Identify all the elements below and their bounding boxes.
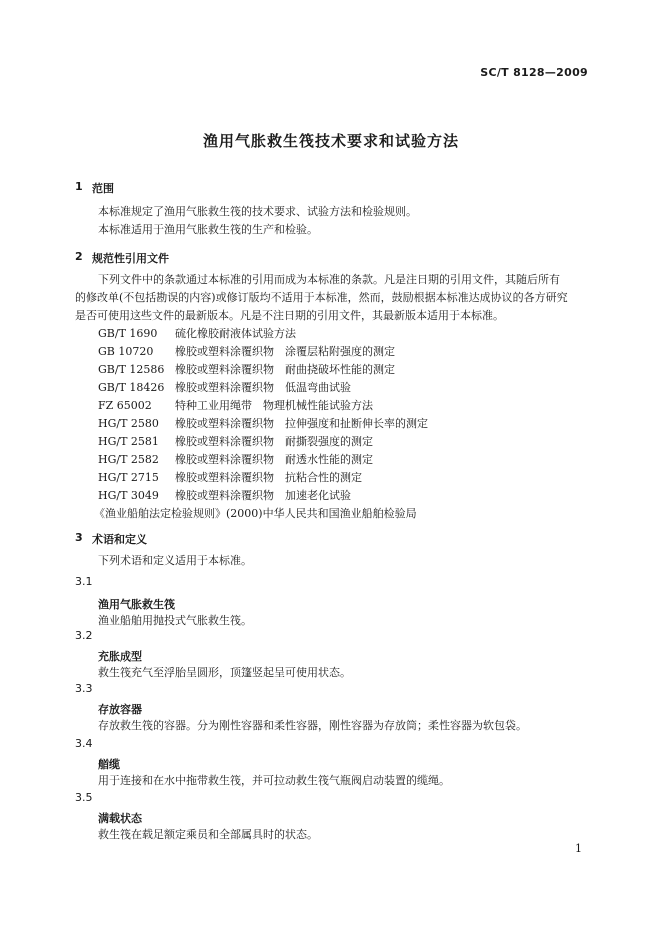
reference-title: 橡胶或塑料涂覆织物 涂覆层粘附强度的测定: [175, 345, 395, 358]
section-number: 3: [75, 531, 83, 544]
term-name: 渔用气胀救生筏: [98, 598, 175, 611]
reference-code: HG/T 2581: [98, 435, 159, 448]
reference-item: [98, 399, 373, 413]
reference-title: 橡胶或塑料涂覆织物 低温弯曲试验: [175, 381, 351, 394]
reference-title: 橡胶或塑料涂覆织物 抗粘合性的测定: [175, 471, 362, 484]
reference-code: HG/T 2582: [98, 453, 159, 466]
paragraph: 本标准适用于渔用气胀救生筏的生产和检验。: [98, 223, 318, 236]
reference-title: 橡胶或塑料涂覆织物 耐撕裂强度的测定: [175, 435, 373, 448]
reference-code: GB/T 12586: [98, 363, 165, 376]
reference-code: HG/T 2715: [98, 471, 159, 484]
term-definition: 救生筏充气至浮胎呈圆形，顶篷竖起呈可使用状态。: [98, 666, 351, 679]
reference-code: GB/T 1690: [98, 327, 158, 340]
reference-title: 橡胶或塑料涂覆织物 拉伸强度和扯断伸长率的测定: [175, 417, 428, 430]
paragraph: 本标准规定了渔用气胀救生筏的技术要求、试验方法和检验规则。: [98, 205, 417, 218]
standard-code: SC/T 8128—2009: [480, 66, 588, 79]
term-definition: 救生筏在载足额定乘员和全部属具时的状态。: [98, 828, 318, 841]
term-number: 3.4: [75, 737, 93, 750]
page-number: 1: [575, 842, 582, 855]
term-name: 艏缆: [98, 758, 120, 771]
term-definition: 存放救生筏的容器。分为刚性容器和柔性容器，刚性容器为存放筒；柔性容器为软包袋。: [98, 719, 527, 732]
reference-code: GB/T 18426: [98, 381, 165, 394]
reference-code: HG/T 3049: [98, 489, 159, 502]
reference-item: [98, 363, 395, 377]
term-definition: 渔业船舶用抛投式气胀救生筏。: [98, 614, 252, 627]
paragraph-line: 下列文件中的条款通过本标准的引用而成为本标准的条款。凡是注日期的引用文件，其随后所有: [98, 273, 560, 286]
term-number: 3.2: [75, 629, 93, 642]
reference-title: 橡胶或塑料涂覆织物 耐透水性能的测定: [175, 453, 373, 466]
reference-item: [98, 435, 373, 449]
term-name: 满载状态: [98, 812, 142, 825]
reference-item: [98, 471, 362, 485]
paragraph-line: 是否可使用这些文件的最新版本。凡是不注日期的引用文件，其最新版本适用于本标准。: [75, 309, 504, 322]
reference-code: FZ 65002: [98, 399, 152, 412]
reference-item: [98, 453, 373, 467]
term-number: 3.5: [75, 791, 93, 804]
reference-item: [98, 345, 395, 359]
term-name: 存放容器: [98, 703, 142, 716]
reference-title: 橡胶或塑料涂覆织物 加速老化试验: [175, 489, 351, 502]
reference-item: [98, 417, 428, 431]
section-title: 术语和定义: [92, 533, 147, 546]
paragraph-line: 的修改单(不包括勘误的内容)或修订版均不适用于本标准，然而，鼓励根据本标准达成协议的各方研究: [75, 291, 568, 304]
reference-code: HG/T 2580: [98, 417, 159, 430]
reference-title: 橡胶或塑料涂覆织物 耐曲挠破坏性能的测定: [175, 363, 395, 376]
section-title: 范围: [92, 182, 114, 195]
reference-title: 特种工业用绳带 物理机械性能试验方法: [175, 399, 373, 412]
term-number: 3.3: [75, 682, 93, 695]
reference-item: [98, 381, 351, 395]
section-title: 规范性引用文件: [92, 252, 169, 265]
term-name: 充胀成型: [98, 650, 142, 663]
document-title: 渔用气胀救生筏技术要求和试验方法: [202, 132, 459, 150]
reference-code: GB 10720: [98, 345, 154, 358]
section-number: 2: [75, 250, 83, 263]
term-number: 3.1: [75, 575, 93, 588]
reference-item: [98, 489, 351, 503]
reference-title: 硫化橡胶耐液体试验方法: [175, 327, 296, 340]
reference-item: [98, 327, 296, 341]
section-number: 1: [75, 180, 83, 193]
term-definition: 用于连接和在水中拖带救生筏，并可拉动救生筏气瓶阀启动装置的缆绳。: [98, 774, 450, 787]
reference-item: 《渔业船舶法定检验规则》(2000)中华人民共和国渔业船舶检验局: [94, 507, 417, 520]
paragraph: 下列术语和定义适用于本标准。: [98, 554, 252, 567]
